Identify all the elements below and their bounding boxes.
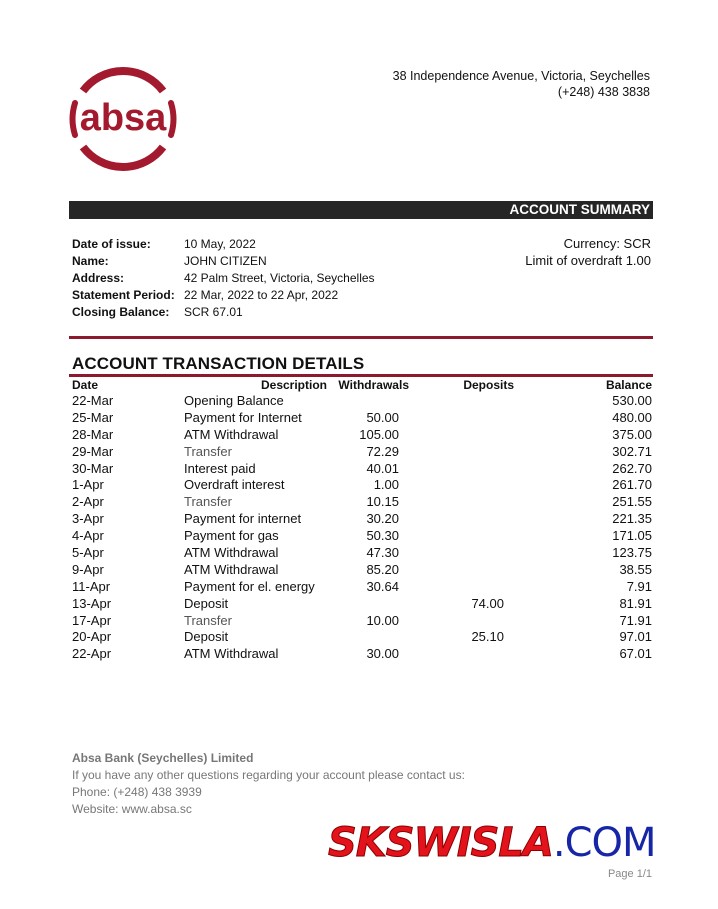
info-label: Name: <box>72 254 109 268</box>
cell-withdrawal: 72.29 <box>366 443 399 459</box>
table-row <box>72 494 652 511</box>
currency: Currency: SCR <box>563 236 651 251</box>
watermark-red: SKSWISLA <box>328 820 553 866</box>
watermark <box>328 820 656 866</box>
cell-deposit <box>399 427 504 444</box>
svg-text:absa: absa <box>79 97 167 139</box>
cell-date: 22-Mar <box>72 393 114 408</box>
cell-date: 13-Apr <box>72 595 112 611</box>
cell-deposit <box>399 646 504 663</box>
table-row <box>72 579 652 596</box>
cell-date: 5-Apr <box>72 545 104 561</box>
cell-balance: 171.05 <box>612 528 652 544</box>
cell-date: 22-Apr <box>72 646 112 662</box>
col-date: Date <box>72 378 99 392</box>
info-label: Date of issue: <box>72 237 151 251</box>
cell-description: Interest paid <box>184 460 256 476</box>
info-label: Address: <box>72 271 125 285</box>
table-row <box>72 562 652 579</box>
cell-balance: 302.71 <box>612 443 652 459</box>
cell-balance: 67.01 <box>619 646 652 662</box>
table-header <box>72 377 652 393</box>
cell-balance: 81.91 <box>619 595 652 611</box>
cell-withdrawal <box>329 393 399 410</box>
bank-phone: (+248) 438 3838 <box>557 85 650 99</box>
footer <box>72 750 465 818</box>
watermark-blue: COM <box>564 820 656 866</box>
cell-balance: 71.91 <box>619 612 652 628</box>
cell-date: 4-Apr <box>72 528 104 544</box>
cell-balance: 261.70 <box>612 477 652 493</box>
cell-balance: 480.00 <box>612 409 652 425</box>
cell-balance: 221.35 <box>612 511 652 527</box>
cell-deposit <box>399 494 504 511</box>
table-row <box>72 646 652 663</box>
cell-deposit <box>399 477 504 494</box>
footer-contact-line: If you have any other questions regarding your account please contact us: <box>72 768 465 782</box>
cell-withdrawal: 10.00 <box>366 612 399 628</box>
cell-balance: 262.70 <box>612 460 652 476</box>
table-row <box>72 511 652 528</box>
cell-withdrawal <box>329 629 399 646</box>
cell-description: Payment for el. energy <box>184 578 315 594</box>
account-summary-header: ACCOUNT SUMMARY <box>69 201 653 219</box>
info-row-name <box>72 253 375 270</box>
table-row <box>72 393 652 410</box>
cell-withdrawal: 10.15 <box>366 494 399 510</box>
cell-deposit <box>399 511 504 528</box>
overdraft-limit: Limit of overdraft 1.00 <box>525 252 651 268</box>
cell-description: Payment for internet <box>184 511 302 527</box>
cell-withdrawal: 50.30 <box>366 528 399 544</box>
cell-date: 1-Apr <box>72 477 104 493</box>
cell-deposit <box>399 562 504 579</box>
cell-deposit <box>399 461 504 478</box>
cell-withdrawal: 1.00 <box>373 477 399 493</box>
table-row <box>72 477 652 494</box>
cell-date: 29-Mar <box>72 443 114 459</box>
cell-withdrawal <box>329 596 399 613</box>
cell-deposit <box>399 613 504 630</box>
cell-withdrawal: 40.01 <box>366 460 399 476</box>
cell-deposit <box>399 444 504 461</box>
footer-website: Website: www.absa.sc <box>72 802 192 816</box>
cell-date: 30-Mar <box>72 460 114 476</box>
cell-withdrawal: 30.64 <box>366 578 399 594</box>
cell-balance: 375.00 <box>612 426 652 442</box>
info-row-statement-period <box>72 287 375 304</box>
cell-description: Opening Balance <box>184 393 284 408</box>
cell-description: Transfer <box>184 494 232 510</box>
cell-balance: 251.55 <box>612 494 652 510</box>
cell-description: ATM Withdrawal <box>184 646 279 662</box>
account-info <box>72 236 375 321</box>
cell-date: 20-Apr <box>72 629 112 645</box>
cell-deposit <box>399 579 504 596</box>
cell-date: 2-Apr <box>72 494 104 510</box>
cell-withdrawal: 30.20 <box>366 511 399 527</box>
table-row <box>72 613 652 630</box>
cell-description: Transfer <box>184 443 232 459</box>
account-currency-block <box>525 236 651 269</box>
bank-address-block <box>393 68 650 100</box>
transactions-title: ACCOUNT TRANSACTION DETAILS <box>72 354 365 373</box>
cell-description: ATM Withdrawal <box>184 426 279 442</box>
divider <box>69 336 653 339</box>
transactions-table <box>72 377 652 663</box>
cell-withdrawal: 47.30 <box>366 545 399 561</box>
bank-address: 38 Independence Avenue, Victoria, Seychelles <box>392 69 650 83</box>
info-label: Closing Balance: <box>72 305 170 319</box>
table-row <box>72 461 652 478</box>
cell-deposit <box>399 410 504 427</box>
table-row <box>72 545 652 562</box>
cell-deposit <box>399 528 504 545</box>
info-label: Statement Period: <box>72 288 175 302</box>
cell-deposit <box>399 393 504 410</box>
cell-date: 9-Apr <box>72 561 104 577</box>
absa-logo <box>67 66 179 172</box>
cell-date: 17-Apr <box>72 612 112 628</box>
info-value: 22 Mar, 2022 to 22 Apr, 2022 <box>184 288 339 302</box>
table-body <box>72 393 652 663</box>
info-row-address <box>72 270 375 287</box>
info-row-closing-balance <box>72 304 375 321</box>
table-row <box>72 528 652 545</box>
cell-withdrawal: 50.00 <box>366 409 399 425</box>
cell-date: 3-Apr <box>72 511 104 527</box>
cell-description: ATM Withdrawal <box>184 545 279 561</box>
cell-withdrawal: 85.20 <box>366 561 399 577</box>
table-row <box>72 444 652 461</box>
footer-company: Absa Bank (Seychelles) Limited <box>72 751 254 765</box>
table-row <box>72 596 652 613</box>
cell-description: Transfer <box>184 612 232 628</box>
col-withdrawals: Withdrawals <box>338 378 409 392</box>
info-value: JOHN CITIZEN <box>184 254 267 268</box>
cell-description: Payment for Internet <box>184 409 302 425</box>
cell-withdrawal: 30.00 <box>366 646 399 662</box>
cell-description: Payment for gas <box>184 528 279 544</box>
cell-description: Overdraft interest <box>184 477 285 493</box>
col-balance: Balance <box>605 378 652 392</box>
cell-date: 25-Mar <box>72 409 114 425</box>
cell-date: 11-Apr <box>72 578 111 594</box>
cell-description: ATM Withdrawal <box>184 561 279 577</box>
cell-description: Deposit <box>184 595 229 611</box>
table-row <box>72 629 652 646</box>
info-value: 10 May, 2022 <box>184 237 256 251</box>
col-deposits: Deposits <box>463 378 514 392</box>
watermark-dot: . <box>552 820 565 866</box>
cell-withdrawal: 105.00 <box>359 426 399 442</box>
cell-balance: 97.01 <box>619 629 652 645</box>
cell-deposit: 25.10 <box>471 629 504 645</box>
col-description: Description <box>260 378 327 392</box>
cell-balance: 38.55 <box>619 561 652 577</box>
cell-balance: 530.00 <box>612 393 652 408</box>
cell-balance: 7.91 <box>626 578 652 594</box>
footer-phone: Phone: (+248) 438 3939 <box>72 785 202 799</box>
table-row <box>72 427 652 444</box>
info-row-date-of-issue <box>72 236 375 253</box>
table-row <box>72 410 652 427</box>
cell-deposit: 74.00 <box>471 595 504 611</box>
cell-deposit <box>399 545 504 562</box>
info-value: 42 Palm Street, Victoria, Seychelles <box>184 271 375 285</box>
cell-description: Deposit <box>184 629 229 645</box>
cell-date: 28-Mar <box>72 426 114 442</box>
cell-balance: 123.75 <box>612 545 652 561</box>
page-number: Page 1/1 <box>607 868 652 880</box>
info-value: SCR 67.01 <box>184 305 243 319</box>
